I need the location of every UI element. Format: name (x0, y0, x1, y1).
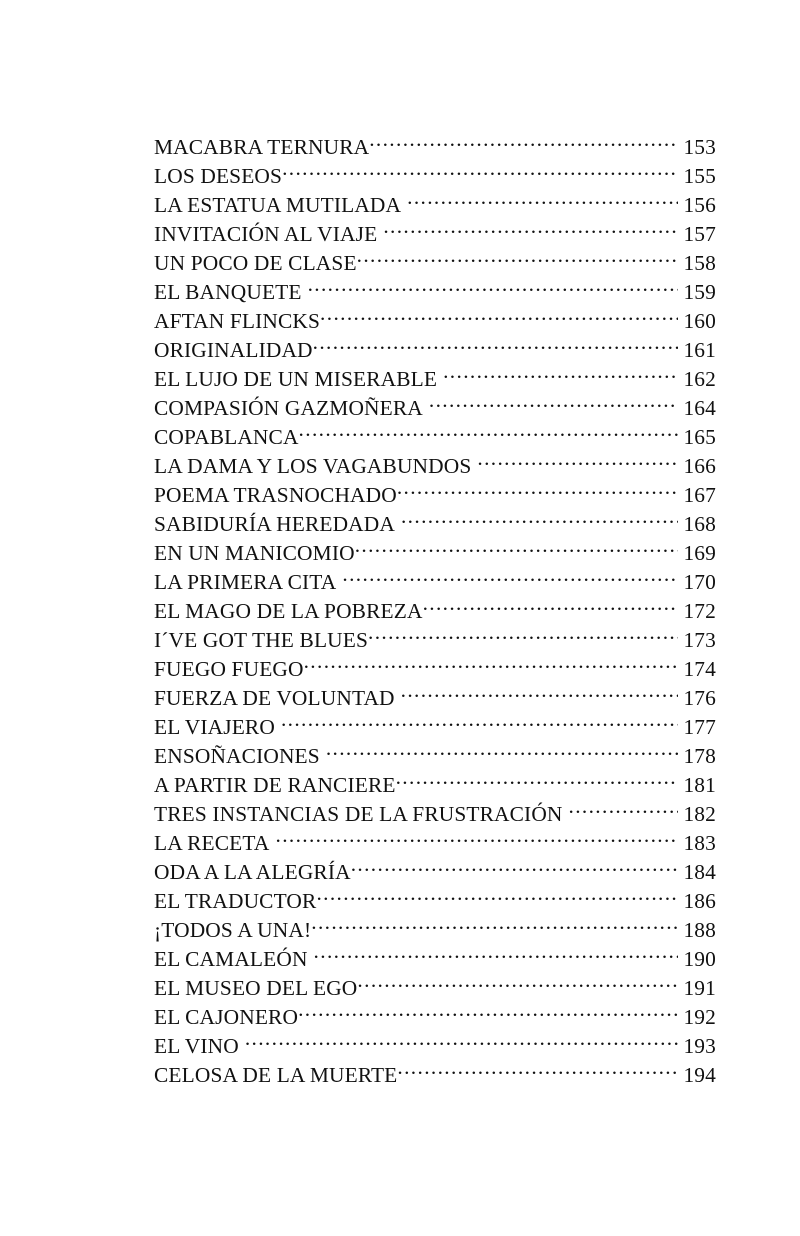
toc-entry-page-number: 162 (683, 367, 716, 392)
toc-entry-page-number: 178 (683, 744, 716, 769)
toc-entry[interactable] (154, 1061, 716, 1090)
toc-dot-leader (383, 220, 678, 241)
toc-entry-title: EL CAMALEÓN (154, 947, 308, 972)
toc-entry-title: FUERZA DE VOLUNTAD (154, 686, 395, 711)
toc-dot-leader (369, 133, 678, 154)
toc-entry[interactable] (154, 481, 716, 510)
toc-dot-leader (407, 191, 678, 212)
toc-entry-page-number: 166 (683, 454, 716, 479)
toc-entry[interactable] (154, 974, 716, 1003)
toc-dot-leader (401, 684, 678, 705)
toc-entry-page-number: 184 (683, 860, 716, 885)
toc-entry-page-number: 188 (683, 918, 716, 943)
toc-entry-page-number: 170 (683, 570, 716, 595)
toc-entry-title: EL TRADUCTOR (154, 889, 317, 914)
toc-entry[interactable] (154, 1032, 716, 1061)
toc-entry-title: ODA A LA ALEGRÍA (154, 860, 351, 885)
toc-entry-title: UN POCO DE CLASE (154, 251, 357, 276)
toc-entry[interactable] (154, 916, 716, 945)
toc-entry[interactable] (154, 539, 716, 568)
toc-dot-leader (355, 539, 678, 560)
toc-entry-title: EL VIAJERO (154, 715, 275, 740)
toc-dot-leader (569, 800, 678, 821)
toc-entry[interactable] (154, 278, 716, 307)
toc-dot-leader (423, 597, 678, 618)
toc-dot-leader (308, 278, 678, 299)
toc-entry-page-number: 155 (683, 164, 716, 189)
toc-entry-title: MACABRA TERNURA (154, 135, 370, 160)
toc-entry[interactable] (154, 800, 716, 829)
toc-entry[interactable] (154, 713, 716, 742)
toc-entry[interactable] (154, 858, 716, 887)
toc-entry-page-number: 192 (683, 1005, 716, 1030)
toc-entry-page-number: 174 (683, 657, 716, 682)
toc-entry[interactable] (154, 452, 716, 481)
toc-entry[interactable] (154, 336, 716, 365)
toc-entry-title: LOS DESEOS (154, 164, 283, 189)
toc-entry-page-number: 153 (683, 135, 716, 160)
toc-entry[interactable] (154, 307, 716, 336)
toc-dot-leader (314, 945, 678, 966)
toc-entry[interactable] (154, 684, 716, 713)
toc-entry[interactable] (154, 162, 716, 191)
toc-entry-title: ¡TODOS A UNA! (154, 918, 312, 943)
toc-entry-page-number: 176 (683, 686, 716, 711)
toc-entry-page-number: 156 (683, 193, 716, 218)
toc-entry-title: CELOSA DE LA MUERTE (154, 1063, 398, 1088)
toc-entry-title: EL MUSEO DEL EGO (154, 976, 358, 1001)
toc-entry-title: I´VE GOT THE BLUES (154, 628, 369, 653)
toc-dot-leader (397, 481, 678, 502)
toc-entry[interactable] (154, 394, 716, 423)
toc-entry-title: POEMA TRASNOCHADO (154, 483, 397, 508)
toc-entry-page-number: 157 (683, 222, 716, 247)
toc-entry[interactable] (154, 887, 716, 916)
toc-entry[interactable] (154, 249, 716, 278)
toc-dot-leader (245, 1032, 678, 1053)
toc-entry-title: EL LUJO DE UN MISERABLE (154, 367, 438, 392)
toc-entry-page-number: 177 (683, 715, 716, 740)
toc-dot-leader (443, 365, 678, 386)
toc-entry[interactable] (154, 133, 716, 162)
toc-entry[interactable] (154, 568, 716, 597)
toc-entry[interactable] (154, 597, 716, 626)
toc-entry[interactable] (154, 626, 716, 655)
toc-dot-leader (351, 858, 678, 879)
toc-entry-title: SABIDURÍA HEREDADA (154, 512, 395, 537)
toc-entry[interactable] (154, 510, 716, 539)
toc-entry[interactable] (154, 655, 716, 684)
toc-entry-page-number: 165 (683, 425, 716, 450)
toc-entry-title: FUEGO FUEGO (154, 657, 304, 682)
toc-entry-page-number: 182 (683, 802, 716, 827)
toc-dot-leader (276, 829, 679, 850)
toc-entry[interactable] (154, 365, 716, 394)
toc-dot-leader (357, 249, 678, 270)
toc-entry-title: A PARTIR DE RANCIERE (154, 773, 396, 798)
toc-entry-title: AFTAN FLINCKS (154, 309, 321, 334)
toc-entry-page-number: 167 (683, 483, 716, 508)
toc-entry-page-number: 160 (683, 309, 716, 334)
toc-entry-title: EN UN MANICOMIO (154, 541, 355, 566)
toc-entry-page-number: 186 (683, 889, 716, 914)
toc-entry[interactable] (154, 945, 716, 974)
toc-entry-page-number: 168 (683, 512, 716, 537)
toc-entry-page-number: 190 (683, 947, 716, 972)
toc-entry[interactable] (154, 220, 716, 249)
toc-entry-title: TRES INSTANCIAS DE LA FRUSTRACIÓN (154, 802, 563, 827)
toc-dot-leader (342, 568, 678, 589)
toc-entry-page-number: 173 (683, 628, 716, 653)
toc-dot-leader (357, 974, 678, 995)
toc-entry-page-number: 158 (683, 251, 716, 276)
toc-entry-title: COMPASIÓN GAZMOÑERA (154, 396, 423, 421)
toc-entry-title: COPABLANCA (154, 425, 299, 450)
toc-entry-title: EL BANQUETE (154, 280, 302, 305)
toc-entry-title: INVITACIÓN AL VIAJE (154, 222, 378, 247)
toc-entry-title: LA PRIMERA CITA (154, 570, 337, 595)
toc-entry[interactable] (154, 423, 716, 452)
toc-dot-leader (429, 394, 678, 415)
toc-dot-leader (396, 771, 678, 792)
toc-entry-page-number: 183 (683, 831, 716, 856)
toc-entry-page-number: 172 (683, 599, 716, 624)
toc-dot-leader (397, 1061, 678, 1082)
toc-entry-page-number: 161 (683, 338, 716, 363)
toc-entry-page-number: 164 (683, 396, 716, 421)
toc-entry-title: LA RECETA (154, 831, 270, 856)
toc-dot-leader (368, 626, 678, 647)
toc-dot-leader (313, 336, 678, 357)
toc-entry-page-number: 191 (683, 976, 716, 1001)
toc-entry[interactable] (154, 1003, 716, 1032)
toc-dot-leader (311, 916, 678, 937)
toc-dot-leader (401, 510, 678, 531)
toc-entry-title: LA ESTATUA MUTILADA (154, 193, 402, 218)
toc-entry-title: ENSOÑACIONES (154, 744, 320, 769)
toc-entry-title: ORIGINALIDAD (154, 338, 313, 363)
toc-dot-leader (320, 307, 678, 328)
toc-entry-page-number: 194 (683, 1063, 716, 1088)
toc-entry[interactable] (154, 829, 716, 858)
toc-entry-page-number: 193 (683, 1034, 716, 1059)
toc-dot-leader (304, 655, 678, 676)
toc-entry-page-number: 159 (683, 280, 716, 305)
toc-entry-page-number: 169 (683, 541, 716, 566)
toc-entry-title: EL VINO (154, 1034, 239, 1059)
toc-entry[interactable] (154, 191, 716, 220)
table-of-contents (154, 133, 716, 1090)
toc-entry-title: EL MAGO DE LA POBREZA (154, 599, 423, 624)
toc-entry[interactable] (154, 742, 716, 771)
toc-dot-leader (298, 1003, 678, 1024)
toc-dot-leader (477, 452, 678, 473)
toc-dot-leader (281, 713, 678, 734)
toc-dot-leader (326, 742, 678, 763)
toc-dot-leader (316, 887, 678, 908)
toc-entry[interactable] (154, 771, 716, 800)
toc-dot-leader (299, 423, 678, 444)
toc-entry-title: LA DAMA Y LOS VAGABUNDOS (154, 454, 472, 479)
toc-entry-title: EL CAJONERO (154, 1005, 299, 1030)
toc-entry-page-number: 181 (683, 773, 716, 798)
toc-dot-leader (282, 162, 678, 183)
